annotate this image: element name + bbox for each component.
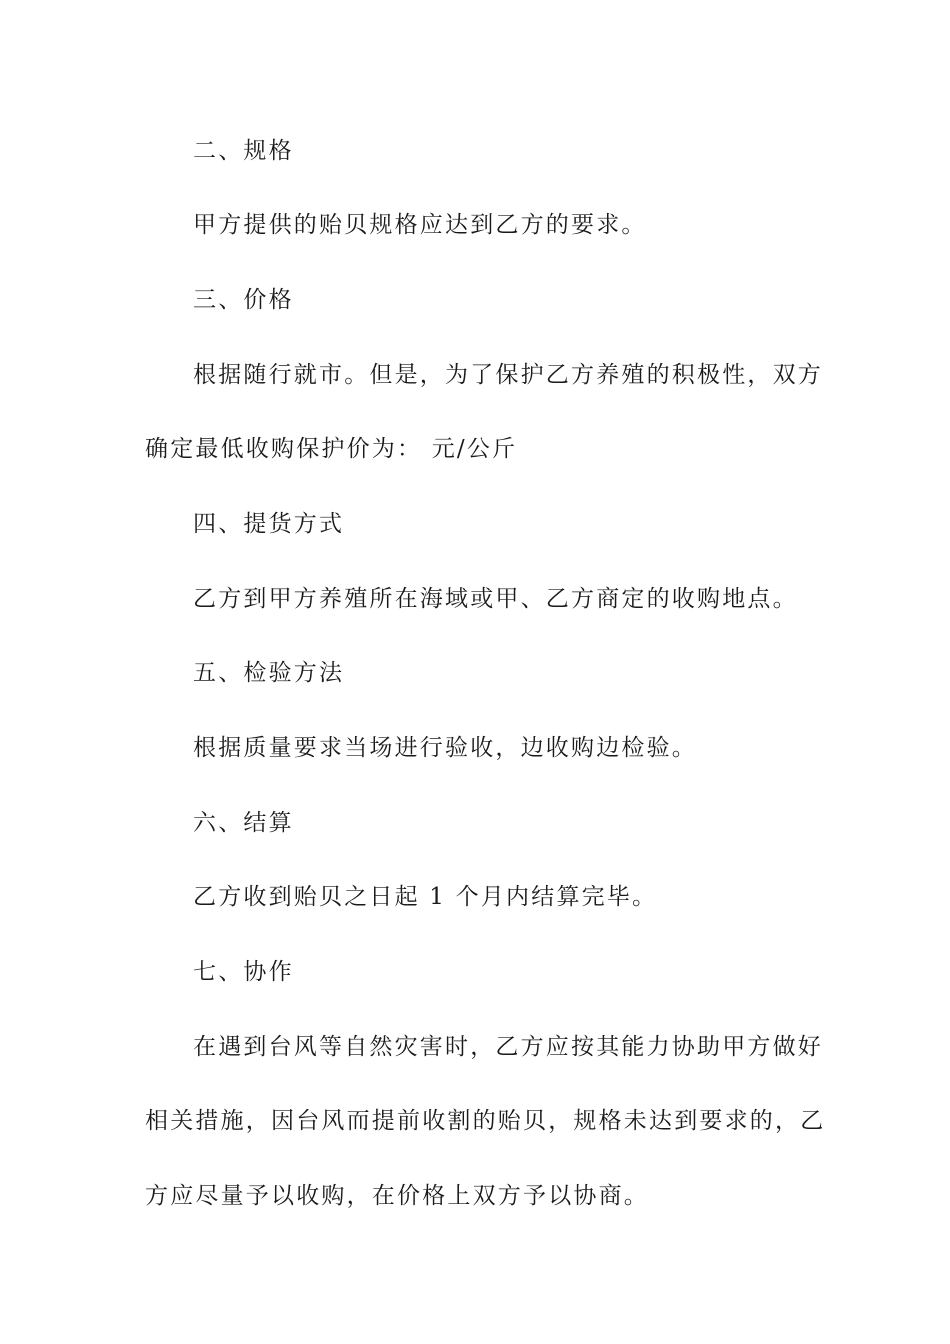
section-heading-settlement: 六、结算	[193, 810, 294, 836]
section-heading-price: 三、价格	[193, 287, 294, 313]
paragraph-cooperation-line-2: 相关措施，因台风而提前收割的贻贝，规格未达到要求的，乙	[145, 1108, 826, 1134]
section-heading-cooperation: 七、协作	[193, 959, 294, 985]
section-heading-specification: 二、规格	[193, 138, 294, 164]
paragraph-cooperation-line-3: 方应尽量予以收购，在价格上双方予以协商。	[145, 1183, 649, 1209]
paragraph-settlement: 乙方收到贻贝之日起 1 个月内结算完毕。	[193, 884, 658, 910]
section-heading-delivery: 四、提货方式	[193, 511, 345, 537]
paragraph-price-line-1: 根据随行就市。但是，为了保护乙方养殖的积极性，双方	[193, 362, 823, 388]
paragraph-delivery: 乙方到甲方养殖所在海域或甲、乙方商定的收购地点。	[193, 586, 798, 612]
paragraph-cooperation-line-1: 在遇到台风等自然灾害时，乙方应按其能力协助甲方做好	[193, 1034, 823, 1060]
section-heading-inspection: 五、检验方法	[193, 660, 345, 686]
paragraph-price-line-2: 确定最低收购保护价为： 元/公斤	[145, 436, 518, 462]
paragraph-specification: 甲方提供的贻贝规格应达到乙方的要求。	[193, 212, 647, 238]
paragraph-inspection: 根据质量要求当场进行验收，边收购边检验。	[193, 735, 697, 761]
